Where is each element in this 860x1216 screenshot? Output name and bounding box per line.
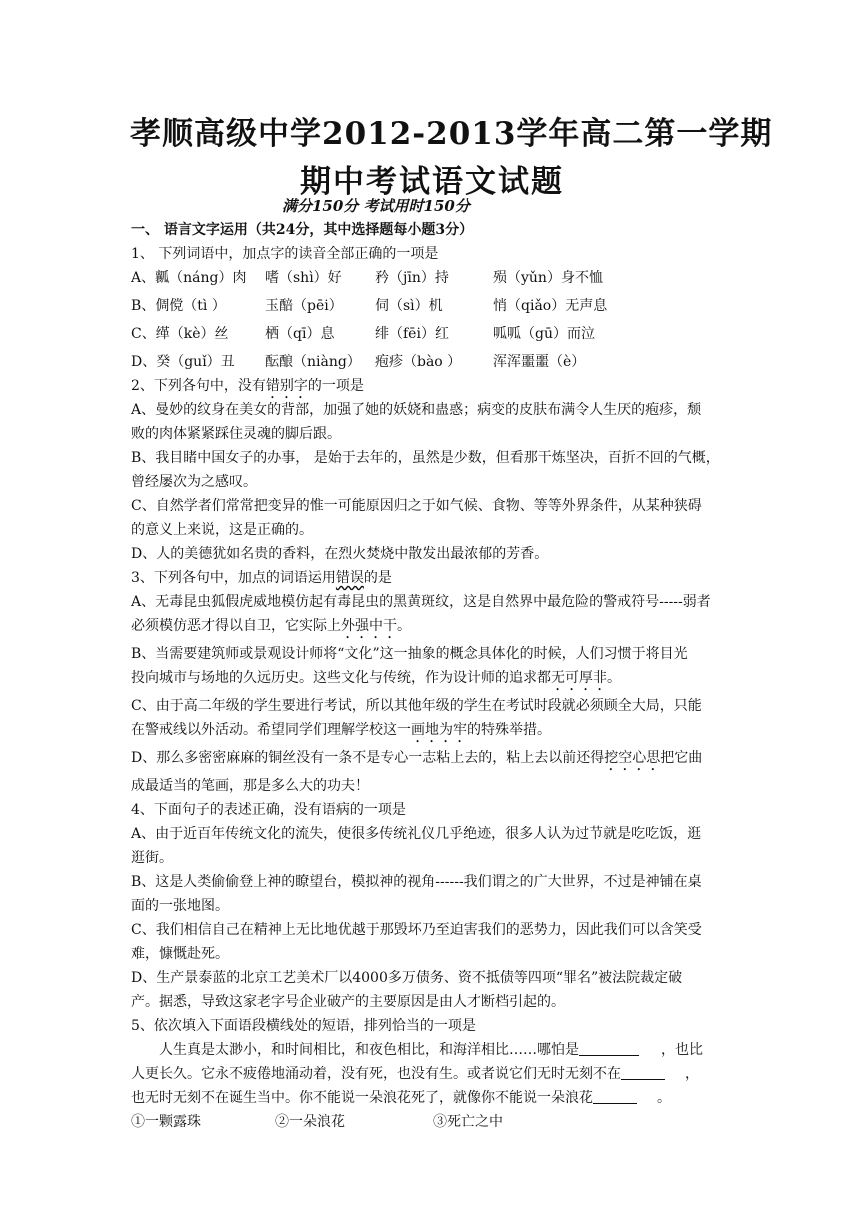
q4-option-a-line1: A、由于近百年传统文化的流失，使很多传统礼仪几乎绝迹，很多人认为过节就是吃吃饭，逛 bbox=[131, 826, 702, 842]
q5-passage-line2 bbox=[131, 1062, 751, 1086]
q3-option-b-line1: B、当需要建筑师或景观设计师将“文化”这一抽象的概念具体化的时候，人们习惯于将目光 bbox=[131, 646, 688, 662]
q4-option-d-line2: 产。据悉，导致这家老字号企业破产的主要原因是由人才断档引起的。 bbox=[131, 994, 565, 1010]
q1-c-item: 呱呱（gū）而泣 bbox=[493, 326, 595, 342]
q5-passage-text: 人生真是太渺小，和时间相比，和夜色相比，和海洋相比……哪怕是 bbox=[159, 1042, 579, 1058]
q1-b-item: 伺（sì）机 bbox=[375, 298, 443, 314]
q1-a-item: 矜（jīn）持 bbox=[375, 270, 449, 286]
q1-b-item: B、倜傥（tì ） bbox=[131, 298, 226, 314]
q1-d-item: 酝酿（niàng） bbox=[265, 354, 361, 370]
exam-subtitle: 满分150分 考试用时150分 bbox=[282, 197, 470, 215]
q2-stem-text: 的一项是 bbox=[307, 378, 364, 394]
q1-c-item: 栖（qī）息 bbox=[265, 326, 335, 342]
q2-stem-text: 2、下列各句中，没有 bbox=[131, 378, 266, 394]
q3-a-text: 必须模仿恶才得以自卫，它实际上 bbox=[131, 618, 341, 634]
q3-stem-emphasis: 错误 bbox=[335, 570, 364, 586]
q3-a-dotted-word: 外强中干 bbox=[341, 618, 397, 634]
q5-passage-text: ，也比 bbox=[661, 1042, 703, 1058]
q3-d-text: 把它曲 bbox=[660, 750, 703, 766]
q1-b-item: 玉醅（pēi） bbox=[265, 298, 343, 314]
q5-options bbox=[131, 1110, 751, 1134]
q2-option-c-line2: 的意义上来说，这是正确的。 bbox=[131, 522, 313, 538]
q3-stem-text: 3、下列各句中，加点的词语运用 bbox=[131, 570, 336, 586]
q5-passage-text: 人更长久。它永不疲倦地涌动着，没有死，也没有生。或者说它们无时无刻不在 bbox=[131, 1066, 621, 1082]
q2-stem-emphasis: 错别字 bbox=[265, 378, 308, 394]
q3-c-text: 在警戒线以外活动。希望同学们理解学校这一 bbox=[131, 722, 411, 738]
q3-option-a-line1: A、无毒昆虫狐假虎威地模仿起有毒昆虫的黑黄斑纹，这是自然界中最危险的警戒符号-----弱者 bbox=[131, 594, 711, 610]
q3-b-text: 投向城市与场地的久远历史。这些文化与传统，作为设计师的追求都 bbox=[131, 670, 551, 686]
q5-passage-text: 也无时无刻不在诞生当中。你不能说一朵浪花死了，就像你不能说一朵浪花 bbox=[131, 1090, 593, 1106]
q2-option-b-line2: 曾经屡次为之感叹。 bbox=[131, 474, 257, 490]
q4-stem: 4、下面句子的表述正确，没有语病的一项是 bbox=[131, 802, 406, 818]
q3-option-c-line1: C、由于高二年级的学生要进行考试，所以其他年级的学生在考试时段就必须顾全大局，只能 bbox=[131, 698, 702, 714]
q3-b-text: 。 bbox=[607, 670, 621, 686]
q3-option-d-line2: 成最适当的笔画，那是多么大的功夫！ bbox=[131, 778, 369, 794]
exam-title-line2: 期中考试语文试题 bbox=[300, 164, 564, 200]
q4-option-d-line1: D、生产景泰蓝的北京工艺美术厂以4000多万债务、资不抵债等四项“罪名”被法院裁定破 bbox=[131, 970, 683, 986]
q1-d-item: D、癸（guǐ）丑 bbox=[131, 354, 235, 370]
q5-passage-line3 bbox=[131, 1086, 751, 1110]
q3-option-c-line2 bbox=[131, 718, 751, 742]
q1-c-item: 绯（fēi）红 bbox=[375, 326, 449, 342]
q3-d-text: D、那么多密密麻麻的铜丝没有一条不是专心一志粘上去的，粘上去以前还得 bbox=[131, 750, 605, 766]
q1-a-item: A、瓤（náng）肉 bbox=[131, 270, 247, 286]
q4-option-a-line2: 逛街。 bbox=[131, 850, 173, 866]
q3-d-dotted-word: 挖空心思 bbox=[604, 750, 661, 766]
q5-option-item: ①一颗露珠 bbox=[131, 1114, 201, 1130]
q3-a-text: 。 bbox=[397, 618, 411, 634]
q5-passage-text: ， bbox=[685, 1066, 699, 1082]
q4-option-c-line2: 难，慷慨赴死。 bbox=[131, 946, 229, 962]
q4-option-b-line2: 面的一张地图。 bbox=[131, 898, 229, 914]
q4-option-b-line1: B、这是人类偷偷登上神的瞭望台，模拟神的视角------我们谓之的广大世界，不过是神铺在桌 bbox=[131, 874, 702, 890]
q5-option-item: ③死亡之中 bbox=[433, 1114, 503, 1130]
q3-option-d-line1 bbox=[131, 746, 751, 770]
q2-option-b-line1: B、我目睹中国女子的办事， 是始于去年的，虽然是少数，但看那干炼坚决，百折不回的气概， bbox=[131, 450, 720, 466]
q3-stem-text: 的是 bbox=[363, 570, 392, 586]
q5-passage-line1 bbox=[131, 1038, 751, 1062]
q3-option-b-line2 bbox=[131, 666, 751, 690]
q2-option-c-line1: C、自然学者们常常把变异的惟一可能原因归之于如气候、食物、等等外界条件，从某种狭碍 bbox=[131, 498, 702, 514]
q1-option-a bbox=[131, 266, 751, 290]
q3-stem bbox=[131, 566, 751, 590]
q1-option-b bbox=[131, 294, 751, 318]
q2-stem bbox=[131, 374, 751, 398]
exam-body bbox=[131, 218, 751, 1134]
q2-option-d-line1: D、人的美德犹如名贵的香料，在烈火焚烧中散发出最浓郁的芳香。 bbox=[131, 546, 549, 562]
section-heading: 一、 语言文字运用（共24分，其中选择题每小题3分） bbox=[131, 222, 474, 238]
q2-option-a-line1: A、曼妙的纹身在美女的背部，加强了她的妖娆和蛊惑；病变的皮肤布满令人生厌的疱疹，颓 bbox=[131, 402, 702, 418]
q2-option-a-line2: 败的肉体紧紧踩住灵魂的脚后跟。 bbox=[131, 426, 341, 442]
fill-blank bbox=[579, 1041, 639, 1056]
fill-blank bbox=[593, 1089, 637, 1104]
q1-d-item: 浑浑噩噩（è） bbox=[493, 354, 586, 370]
q5-passage-text: 。 bbox=[657, 1090, 671, 1106]
q5-option-item: ②一朵浪花 bbox=[275, 1114, 345, 1130]
q1-a-item: 嗜（shì）好 bbox=[265, 270, 342, 286]
q1-d-item: 疱疹（bào ） bbox=[375, 354, 462, 370]
q1-stem: 1、 下列词语中，加点字的读音全部正确的一项是 bbox=[131, 246, 439, 262]
q1-option-d bbox=[131, 350, 751, 374]
q3-b-dotted-word: 无可厚非 bbox=[551, 670, 607, 686]
q1-option-c bbox=[131, 322, 751, 346]
fill-blank bbox=[621, 1065, 665, 1080]
q1-c-item: C、缂（kè）丝 bbox=[131, 326, 229, 342]
q1-a-item: 殒（yǔn）身不恤 bbox=[493, 270, 603, 286]
q1-b-item: 悄（qiǎo）无声息 bbox=[493, 298, 608, 314]
q5-stem: 5、依次填入下面语段横线处的短语，排列恰当的一项是 bbox=[131, 1018, 476, 1034]
q3-c-text: 的特殊举措。 bbox=[467, 722, 551, 738]
exam-title-line1: 孝顺高级中学2012-2013学年高二第一学期 bbox=[130, 116, 773, 152]
q3-c-dotted-word: 画地为牢 bbox=[411, 722, 467, 738]
q4-option-c-line1: C、我们相信自己在精神上无比地优越于那毁坏乃至迫害我们的恶势力，因此我们可以含笑受 bbox=[131, 922, 702, 938]
q3-option-a-line2 bbox=[131, 614, 751, 638]
